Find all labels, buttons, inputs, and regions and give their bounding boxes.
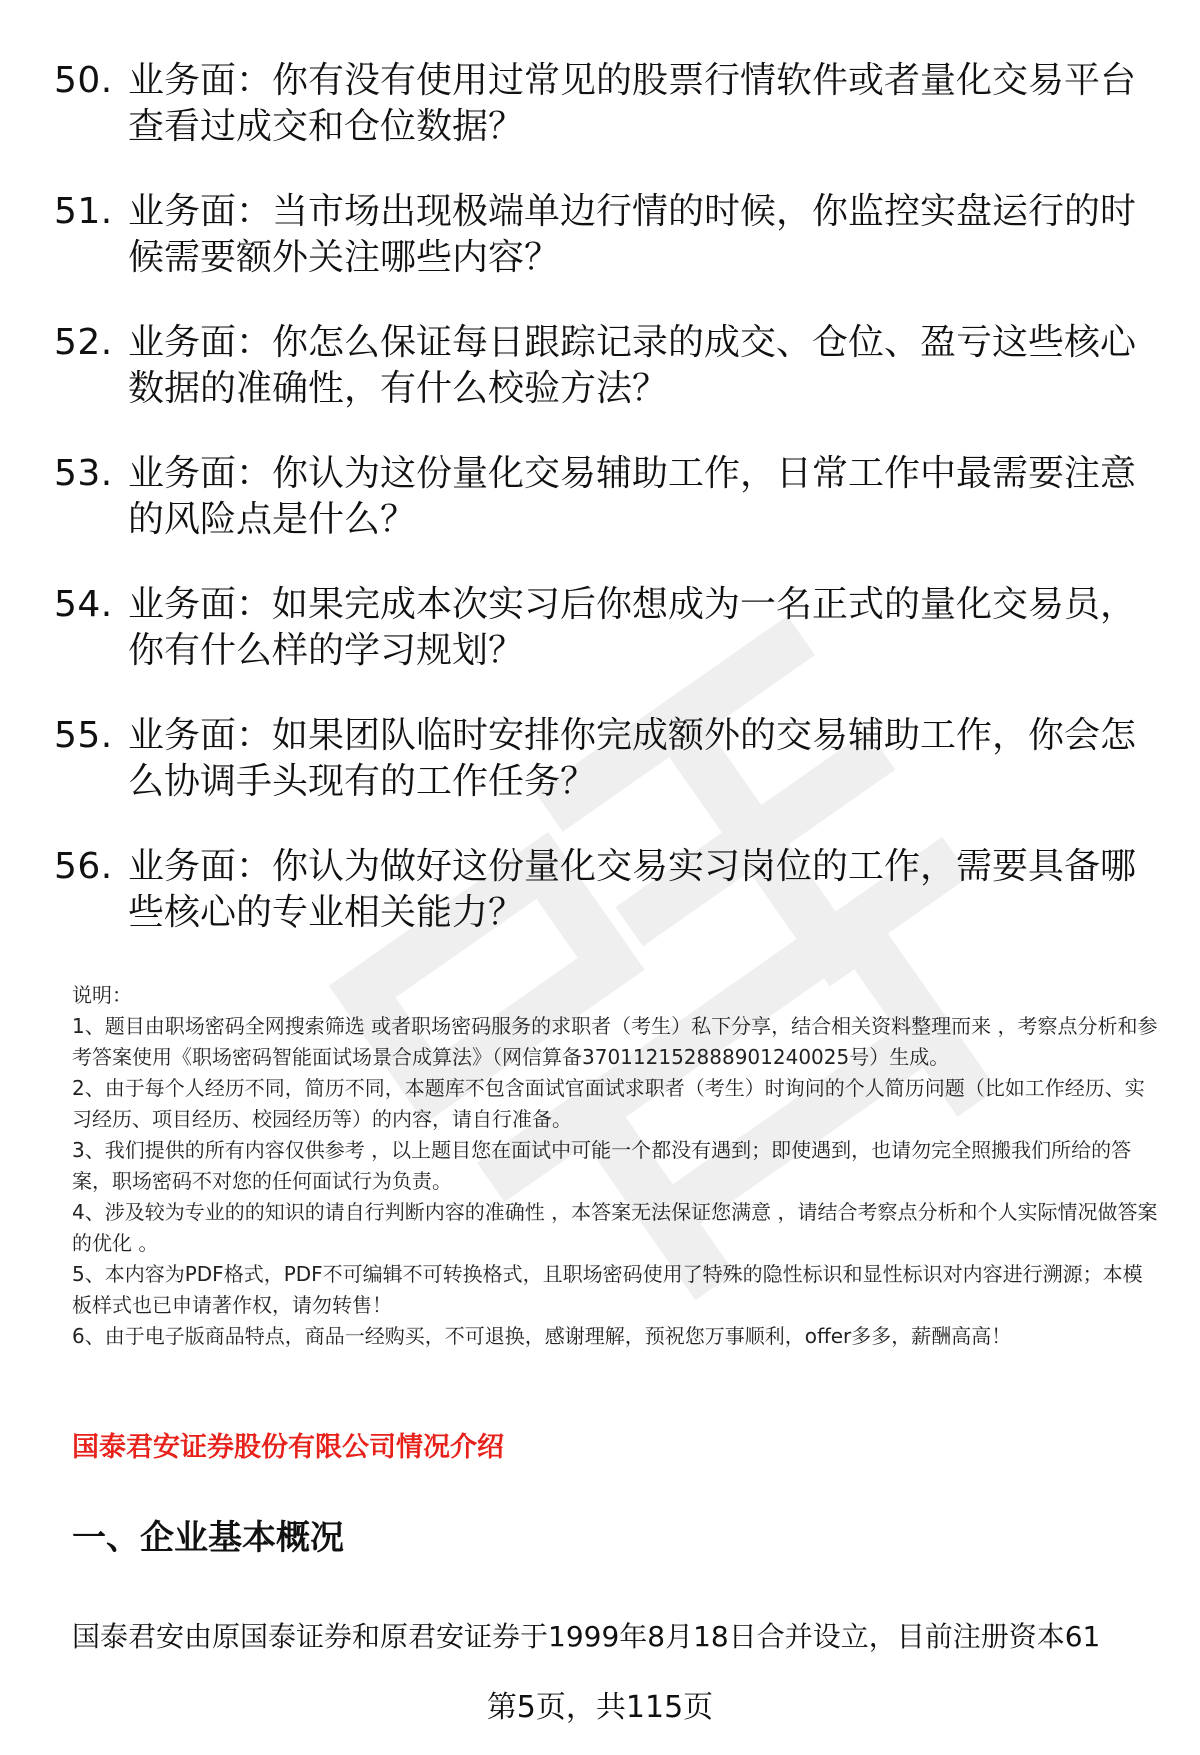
question-number: 52. xyxy=(54,322,113,363)
question-number: 55. xyxy=(54,715,113,756)
note-item: 6、由于电子版商品特点，商品一经购买，不可退换，感谢理解，预祝您万事顺利，offer多多，薪酬高高！ xyxy=(72,1324,1012,1348)
question-number: 56. xyxy=(54,846,113,887)
question-item xyxy=(0,844,1200,936)
question-list xyxy=(0,58,1200,975)
question-text: 业务面：你怎么保证每日跟踪记录的成交、仓位、盈亏这些核心数据的准确性，有什么校验方法？ xyxy=(128,322,1137,409)
question-item xyxy=(0,582,1200,674)
notes-title: 说明： xyxy=(72,983,132,1007)
question-item xyxy=(0,320,1200,412)
question-text: 业务面：如果团队临时安排你完成额外的交易辅助工作，你会怎么协调手头现有的工作任务？ xyxy=(128,715,1137,802)
body-paragraph: 国泰君安由原国泰证券和原君安证券于1999年8月18日合并设立，目前注册资本61 xyxy=(72,1620,1101,1653)
question-number: 51. xyxy=(54,191,113,232)
note-item: 2、由于每个人经历不同，简历不同，本题库不包含面试官面试求职者（考生）时询问的个人简历问题（比如工作经历、实习经历、项目经历、校园经历等）的内容，请自行准备。 xyxy=(72,1076,1145,1131)
question-item xyxy=(0,451,1200,543)
question-text: 业务面：如果完成本次实习后你想成为一名正式的量化交易员，你有什么样的学习规划？ xyxy=(128,584,1137,671)
question-number: 53. xyxy=(54,453,113,494)
section-heading: 一、企业基本概况 xyxy=(72,1518,344,1558)
question-text: 业务面：你认为这份量化交易辅助工作，日常工作中最需要注意的风险点是什么？ xyxy=(128,453,1137,540)
question-item xyxy=(0,713,1200,805)
question-item xyxy=(0,189,1200,281)
question-number: 50. xyxy=(54,60,113,101)
question-text: 业务面：你有没有使用过常见的股票行情软件或者量化交易平台查看过成交和仓位数据？ xyxy=(128,60,1137,147)
question-text: 业务面：当市场出现极端单边行情的时候，你监控实盘运行的时候需要额外关注哪些内容？ xyxy=(128,191,1137,278)
note-item: 5、本内容为PDF格式，PDF不可编辑不可转换格式，且职场密码使用了特殊的隐性标识和显性标识对内容进行溯源；本模板样式也已申请著作权，请勿转售！ xyxy=(72,1262,1143,1317)
page-number: 第5页，共115页 xyxy=(486,1690,714,1725)
question-text: 业务面：你认为做好这份量化交易实习岗位的工作，需要具备哪些核心的专业相关能力？ xyxy=(128,846,1137,933)
note-item: 3、我们提供的所有内容仅供参考 ，以上题目您在面试中可能一个都没有遇到；即使遇到，也请勿完全照搬我们所给的答案，职场密码不对您的任何面试行为负责。 xyxy=(72,1138,1132,1193)
question-number: 54. xyxy=(54,584,113,625)
note-item: 4、涉及较为专业的的知识的请自行判断内容的准确性 ，本答案无法保证您满意 ，请结合考察点分析和个人实际情况做答案的优化 。 xyxy=(72,1200,1158,1255)
disclaimer-notes xyxy=(72,980,1162,1352)
company-heading: 国泰君安证券股份有限公司情况介绍 xyxy=(72,1432,504,1463)
question-item xyxy=(0,58,1200,150)
note-item: 1、题目由职场密码全网搜索筛选 或者职场密码服务的求职者（考生）私下分享，结合相关资料整理而来 ，考察点分析和参考答案使用《职场密码智能面试场景合成算法》（网信算备370112152888901240025号）生成。 xyxy=(72,1014,1158,1069)
